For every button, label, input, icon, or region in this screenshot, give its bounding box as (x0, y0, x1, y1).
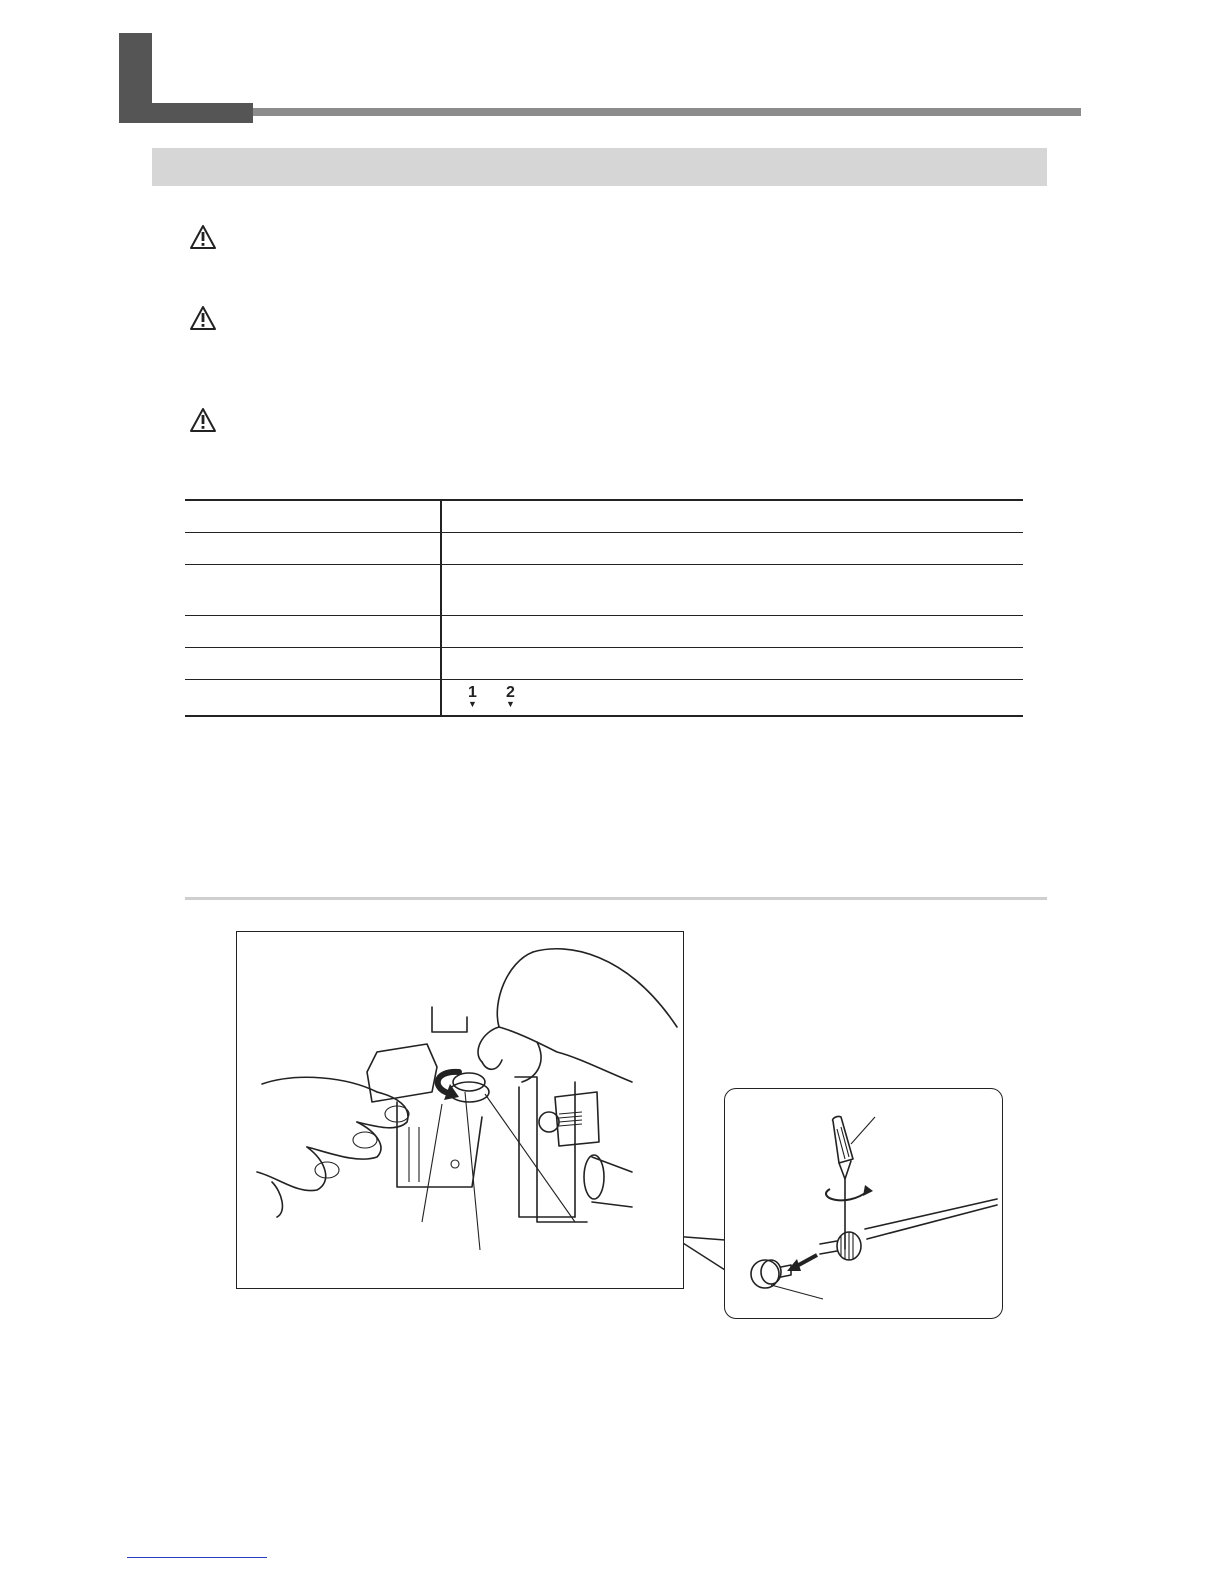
down-triangle-icon: ▼ (506, 699, 515, 710)
footer-link-underline (127, 1557, 267, 1558)
inset-detail-figure (724, 1088, 1003, 1319)
step-number: 2 (506, 684, 515, 702)
screwdriver-detail-illustration (725, 1089, 1001, 1317)
hand-tightening-illustration (237, 932, 682, 1287)
down-triangle-icon: ▼ (468, 699, 477, 710)
main-illustration-figure (236, 931, 684, 1289)
step-number: 1 (468, 684, 477, 702)
